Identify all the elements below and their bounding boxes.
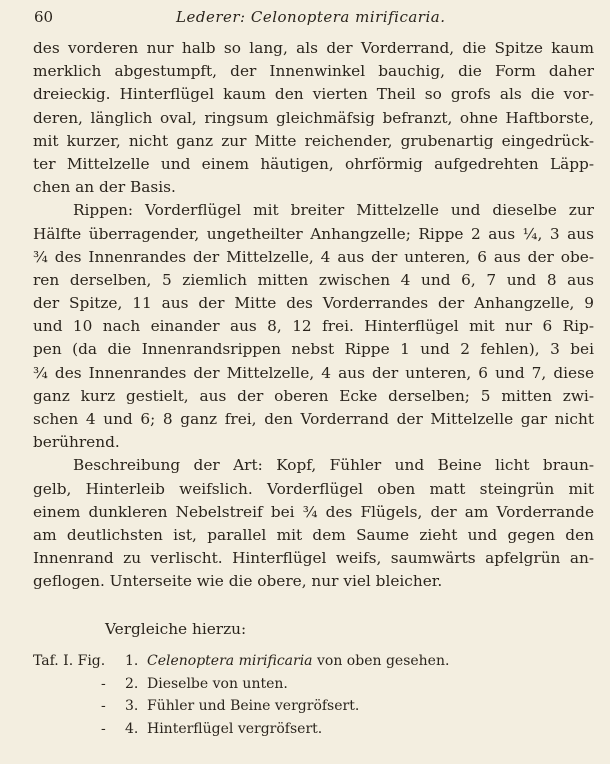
- plate-prefix: -: [101, 698, 106, 714]
- text-line: pen (da die Innenrandsrippen nebst Rippe 1 und 2 fehlen), 3 bei: [33, 340, 594, 359]
- figure-caption-suffix: von oben gesehen.: [317, 653, 450, 669]
- text-line: einem dunkleren Nebelstreif bei ¾ des Flügels, der am Vorderrande: [33, 502, 594, 521]
- text-line: des vorderen nur halb so lang, als der Vorderrand, die Spitze kaum: [33, 39, 594, 57]
- text-line: berührend.: [33, 433, 120, 452]
- text-line: Beschreibung der Art: Kopf, Fühler und Beine licht braun-: [73, 456, 594, 475]
- text-line: geflogen. Unterseite wie die obere, nur viel bleicher.: [33, 572, 443, 591]
- plate-prefix: -: [101, 675, 106, 692]
- figure-number: 1.: [125, 653, 139, 669]
- text-line: mit kurzer, nicht ganz zur Mitte reichender, grubenartig eingedrück-: [33, 131, 594, 150]
- text-line: Innenrand zu verlischt. Hinterflügel weifs, saumwärts apfelgrün an-: [33, 549, 594, 568]
- text-line: gelb, Hinterleib weifslich. Vorderflügel oben matt steingrün mit: [33, 479, 594, 498]
- text-line: am deutlichsten ist, parallel mit dem Saume zieht und gegen den: [33, 525, 594, 544]
- figure-caption-main: Fühler und Beine vergröfsert.: [147, 698, 360, 714]
- page-number: 60: [34, 8, 54, 26]
- text-line: Hälfte überragender, ungetheilter Anhangzelle; Rippe 2 aus ¼, 3 aus: [33, 224, 594, 243]
- figure-number: 2.: [125, 675, 139, 692]
- figure-caption-main: Hinterflügel vergröfsert.: [147, 720, 323, 737]
- text-line: schen 4 und 6; 8 ganz frei, den Vorderrand der Mittelzelle gar nicht: [33, 410, 594, 428]
- text-line: und 10 nach einander aus 8, 12 frei. Hinterflügel mit nur 6 Rip-: [33, 317, 594, 336]
- text-line: Rippen: Vorderflügel mit breiter Mittelzelle und dieselbe zur: [73, 201, 594, 220]
- text-line: ¾ des Innenrandes der Mittelzelle, 4 aus der unteren, 6 aus der obe-: [33, 247, 594, 266]
- plate-prefix: -: [101, 720, 106, 737]
- text-line: dreieckig. Hinterflügel kaum den vierten Theil so grofs als die vor-: [33, 85, 594, 104]
- figure-caption: [147, 718, 322, 741]
- compare-heading: Vergleiche hierzu:: [105, 620, 247, 638]
- figure-caption-main: Dieselbe von unten.: [147, 675, 288, 692]
- running-title: Lederer: Celonoptera mirificaria.: [176, 8, 446, 26]
- text-line: merklich abgestumpft, der Innenwinkel bauchig, die Form daher: [33, 62, 594, 81]
- figure-number: 3.: [125, 698, 139, 714]
- page-header: [34, 8, 588, 32]
- text-line: chen an der Basis.: [33, 178, 176, 197]
- figure-caption: [147, 650, 449, 673]
- plate-prefix: Taf. I. Fig.: [33, 653, 106, 669]
- text-line: deren, länglich oval, ringsum gleichmäfsig befranzt, ohne Haftborste,: [33, 108, 594, 127]
- figure-number: 4.: [125, 720, 139, 737]
- text-line: ren derselben, 5 ziemlich mitten zwischen 4 und 6, 7 und 8 aus: [33, 270, 594, 289]
- text-line: ganz kurz gestielt, aus der oberen Ecke derselben; 5 mitten zwi-: [33, 386, 594, 405]
- figure-caption-main: Celenoptera mirificaria: [147, 653, 313, 669]
- text-line: der Spitze, 11 aus der Mitte des Vorderrandes der Anhangzelle, 9: [33, 294, 594, 313]
- body-text: [33, 37, 594, 594]
- text-line: ter Mittelzelle und einem häutigen, ohrförmig aufgedrehten Läpp-: [33, 154, 594, 173]
- text-line: ¾ des Innenrandes der Mittelzelle, 4 aus der unteren, 6 und 7, diese: [33, 363, 594, 382]
- figure-caption: [147, 695, 359, 718]
- figure-caption: [147, 673, 288, 696]
